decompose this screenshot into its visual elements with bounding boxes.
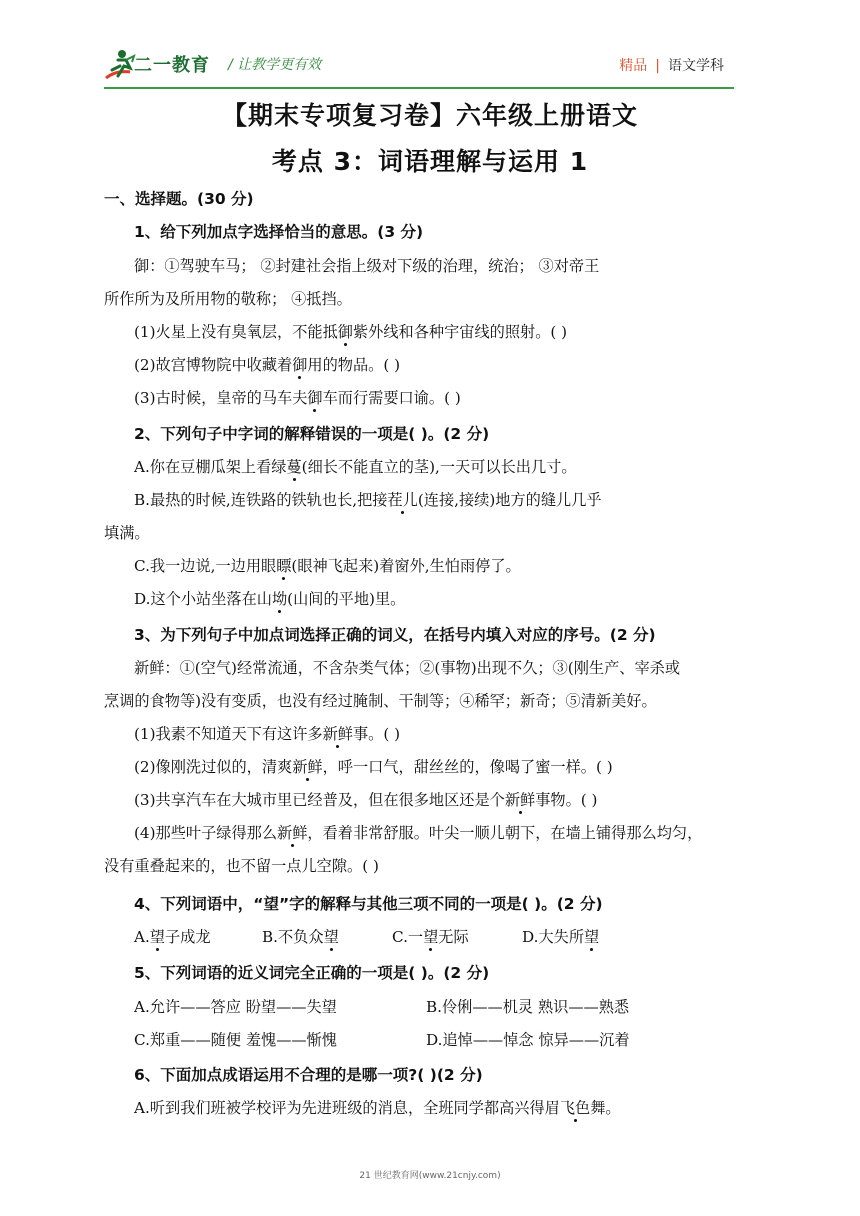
question-5-stem: 5、下列词语的近义词完全正确的一项是( )。(2 分) <box>134 964 490 982</box>
question-4-option-b: B.不负众望 <box>262 928 339 946</box>
question-4-option-a: A.望子成龙 <box>134 928 211 946</box>
question-4-stem: 4、下列词语中，“望”字的解释与其他三项不同的一项是( )。(2 分) <box>134 895 603 913</box>
question-3-item-4-cont: 没有重叠起来的，也不留一点儿空隙。( ) <box>104 857 379 875</box>
question-3-definition: 新鲜：①(空气)经常流通，不含杂类气体；②(事物)出现不久；③(刚生产、宰杀或 <box>134 659 681 677</box>
quality-tag: 精品 <box>619 58 648 74</box>
question-5-option-b: B.伶俐——机灵 熟识——熟悉 <box>426 998 630 1016</box>
question-3-item-1: (1)我素不知道天下有这许多新鲜事。( ) <box>134 725 401 743</box>
question-6-option-a: A.听到我们班被学校评为先进班级的消息，全班同学都高兴得眉飞色舞。 <box>134 1099 621 1117</box>
question-5-option-a: A.允许——答应 盼望——失望 <box>134 998 337 1016</box>
question-1-definition: 御：①驾驶车马； ②封建社会指上级对下级的治理，统治； ③对帝王 <box>134 257 600 275</box>
question-1-item-2: (2)故宫博物院中收藏着御用的物品。( ) <box>134 356 401 374</box>
question-1-definition-cont: 所作所为及所用物的敬称； ④抵挡。 <box>104 290 352 308</box>
question-5-option-c: C.郑重——随便 羞愧——惭愧 <box>134 1031 337 1049</box>
question-2-option-b-cont: 填满。 <box>104 524 150 542</box>
header-divider <box>104 87 734 89</box>
question-6-stem: 6、下面加点成语运用不合理的是哪一项?( )(2 分) <box>134 1066 483 1084</box>
question-2-option-b: B.最热的时候,连铁路的铁轨也长,把接茬儿(连接,接续)地方的缝儿几乎 <box>134 491 602 509</box>
question-4-option-c: C.一望无际 <box>392 928 469 946</box>
subject-label: 语文学科 <box>668 58 724 74</box>
question-3-stem: 3、为下列句子中加点词选择正确的词义，在括号内填入对应的序号。(2 分) <box>134 626 656 644</box>
section-heading: 一、选择题。(30 分) <box>104 190 254 208</box>
header-right <box>619 55 724 75</box>
question-1-stem: 1、给下列加点字选择恰当的意思。(3 分) <box>134 223 424 241</box>
header-slogan: / 让教学更有效 <box>228 57 322 73</box>
page-title: 【期末专项复习卷】六年级上册语文 <box>221 101 638 130</box>
question-3-item-2: (2)像刚洗过似的，清爽新鲜，呼一口气，甜丝丝的，像喝了蜜一样。( ) <box>134 758 613 776</box>
question-2-option-c: C.我一边说,一边用眼瞟(眼神飞起来)着窗外,生怕雨停了。 <box>134 557 521 575</box>
question-1-item-3: (3)古时候，皇帝的马车夫御车而行需要口谕。( ) <box>134 389 461 407</box>
question-3-item-4: (4)那些叶子绿得那么新鲜，看着非常舒服。叶尖一顺儿朝下，在墙上铺得那么均匀， <box>134 824 703 842</box>
logo-text: 二一教育 <box>134 55 210 76</box>
question-2-stem: 2、下列句子中字词的解释错误的一项是( )。(2 分) <box>134 425 490 443</box>
question-1-item-1: (1)火星上没有臭氧层，不能抵御紫外线和各种宇宙线的照射。( ) <box>134 323 568 341</box>
question-3-item-3: (3)共享汽车在大城市里已经普及，但在很多地区还是个新鲜事物。( ) <box>134 791 598 809</box>
question-2-option-a: A.你在豆棚瓜架上看绿蔓(细长不能直立的茎),一天可以长出几寸。 <box>134 458 577 476</box>
page-subtitle: 考点 3：词语理解与运用 1 <box>271 147 589 176</box>
question-2-option-d: D.这个小站坐落在山坳(山间的平地)里。 <box>134 590 406 608</box>
page-header <box>104 44 724 84</box>
page-footer: 21 世纪教育网(www.21cnjy.com) <box>359 1171 501 1181</box>
question-5-option-d: D.追悼——悼念 惊异——沉着 <box>426 1031 630 1049</box>
header-separator: | <box>655 58 660 74</box>
question-3-definition-cont: 烹调的食物等)没有变质，也没有经过腌制、干制等；④稀罕；新奇；⑤清新美好。 <box>104 692 657 710</box>
question-4-option-d: D.大失所望 <box>522 928 600 946</box>
